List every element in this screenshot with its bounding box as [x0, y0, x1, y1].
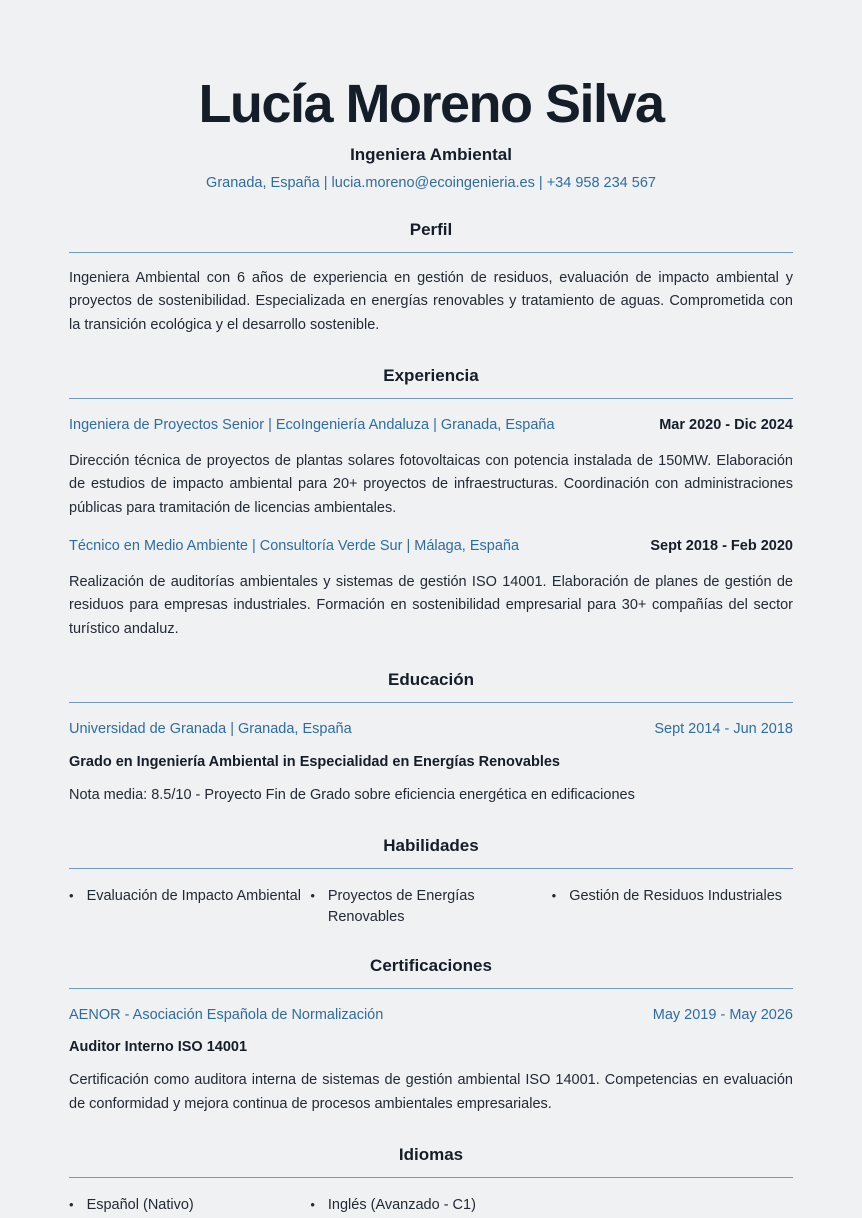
section-experiencia — [69, 366, 793, 641]
education-entry-header — [69, 720, 793, 740]
educacion-heading: Educación — [388, 670, 474, 690]
experiencia-heading: Experiencia — [383, 366, 479, 386]
bullet-icon: • — [310, 1197, 315, 1213]
job-title-company-location: Ingeniera de Proyectos Senior | EcoIngeniería Andaluza | Granada, España — [69, 417, 555, 434]
experience-entry — [69, 537, 793, 641]
skill-label: Gestión de Residuos Industriales — [569, 888, 783, 905]
section-divider — [69, 702, 793, 703]
job-description: Dirección técnica de proyectos de plantas solares fotovoltaicas con potencia instalada de 150MW. Elaboración de estudios de impacto ambiental para 20+ proyectos de infraestructuras. Coordinación con administraciones públicas para tramitación de licencias ambientales. — [69, 452, 793, 516]
bullet-icon: • — [69, 1197, 74, 1213]
person-job-title: Ingeniera Ambiental — [350, 144, 512, 164]
resume-header — [69, 76, 793, 191]
section-divider — [69, 252, 793, 253]
resume-document — [69, 0, 793, 1216]
certification-dates: May 2019 - May 2026 — [652, 1006, 793, 1023]
experience-entry — [69, 416, 793, 520]
bullet-icon: • — [551, 888, 557, 904]
skill-label: Evaluación de Impacto Ambiental — [86, 888, 301, 905]
language-item — [69, 1195, 310, 1215]
person-name: Lucía Moreno Silva — [198, 74, 664, 134]
school-location: Universidad de Granada | Granada, España — [69, 721, 352, 738]
habilidades-heading: Habilidades — [383, 836, 479, 856]
section-perfil — [69, 220, 793, 337]
idiomas-heading: Idiomas — [398, 1145, 464, 1165]
language-label: Inglés (Avanzado - C1) — [327, 1197, 476, 1214]
skill-item — [552, 886, 793, 927]
certification-description: Certificación como auditora interna de sistemas de gestión ambiental ISO 14001. Competencias en evaluación de conformidad y mejora continua de procesos ambientales empresariales. — [69, 1072, 793, 1112]
job-description: Realización de auditorías ambientales y sistemas de gestión ISO 14001. Elaboración de planes de gestión de residuos para empresas industriales. Formación en sostenibilidad empresarial para 30+ compañías del sector turístico andaluz. — [69, 573, 793, 637]
job-title-company-location: Técnico en Medio Ambiente | Consultoría Verde Sur | Málaga, España — [69, 538, 520, 555]
education-details: Nota media: 8.5/10 - Proyecto Fin de Grado sobre eficiencia energética en edificaciones — [69, 786, 635, 803]
bullet-icon: • — [69, 888, 74, 904]
section-habilidades — [69, 836, 793, 927]
section-educacion — [69, 670, 793, 807]
certification-entry — [69, 1006, 793, 1117]
section-divider — [69, 1177, 793, 1178]
section-divider — [69, 868, 793, 869]
certification-issuer: AENOR - Asociación Española de Normalización — [69, 1006, 384, 1023]
profile-text: Ingeniera Ambiental con 6 años de experiencia en gestión de residuos, evaluación de impacto ambiental y proyectos de sostenibilidad. Especializada en energías renovables y tratamiento de aguas. Comprometida con la transición ecológica y el desarrollo sostenible. — [69, 269, 793, 333]
experience-entry-header — [69, 537, 793, 557]
perfil-heading: Perfil — [409, 219, 453, 239]
job-dates: Mar 2020 - Dic 2024 — [659, 417, 793, 434]
skill-item — [69, 886, 310, 927]
certificaciones-heading: Certificaciones — [370, 955, 492, 975]
section-idiomas — [69, 1145, 793, 1215]
certification-title: Auditor Interno ISO 14001 — [69, 1039, 248, 1056]
job-dates: Sept 2018 - Feb 2020 — [650, 538, 793, 555]
skills-list — [69, 886, 793, 927]
education-dates: Sept 2014 - Jun 2018 — [654, 721, 793, 738]
education-entry — [69, 720, 793, 807]
bullet-icon: • — [310, 888, 315, 904]
skill-label: Proyectos de Energías Renovables — [327, 888, 475, 925]
section-divider — [69, 398, 793, 399]
experience-entry-header — [69, 416, 793, 436]
section-divider — [69, 988, 793, 989]
skill-item — [310, 886, 551, 927]
certification-entry-header — [69, 1006, 793, 1026]
language-item — [310, 1195, 551, 1215]
section-certificaciones — [69, 956, 793, 1117]
degree-title: Grado en Ingeniería Ambiental in Especialidad en Energías Renovables — [69, 753, 560, 770]
language-label: Español (Nativo) — [86, 1197, 194, 1214]
contact-line: Granada, España | lucia.moreno@ecoingenieria.es | +34 958 234 567 — [206, 174, 656, 191]
languages-list — [69, 1195, 793, 1215]
